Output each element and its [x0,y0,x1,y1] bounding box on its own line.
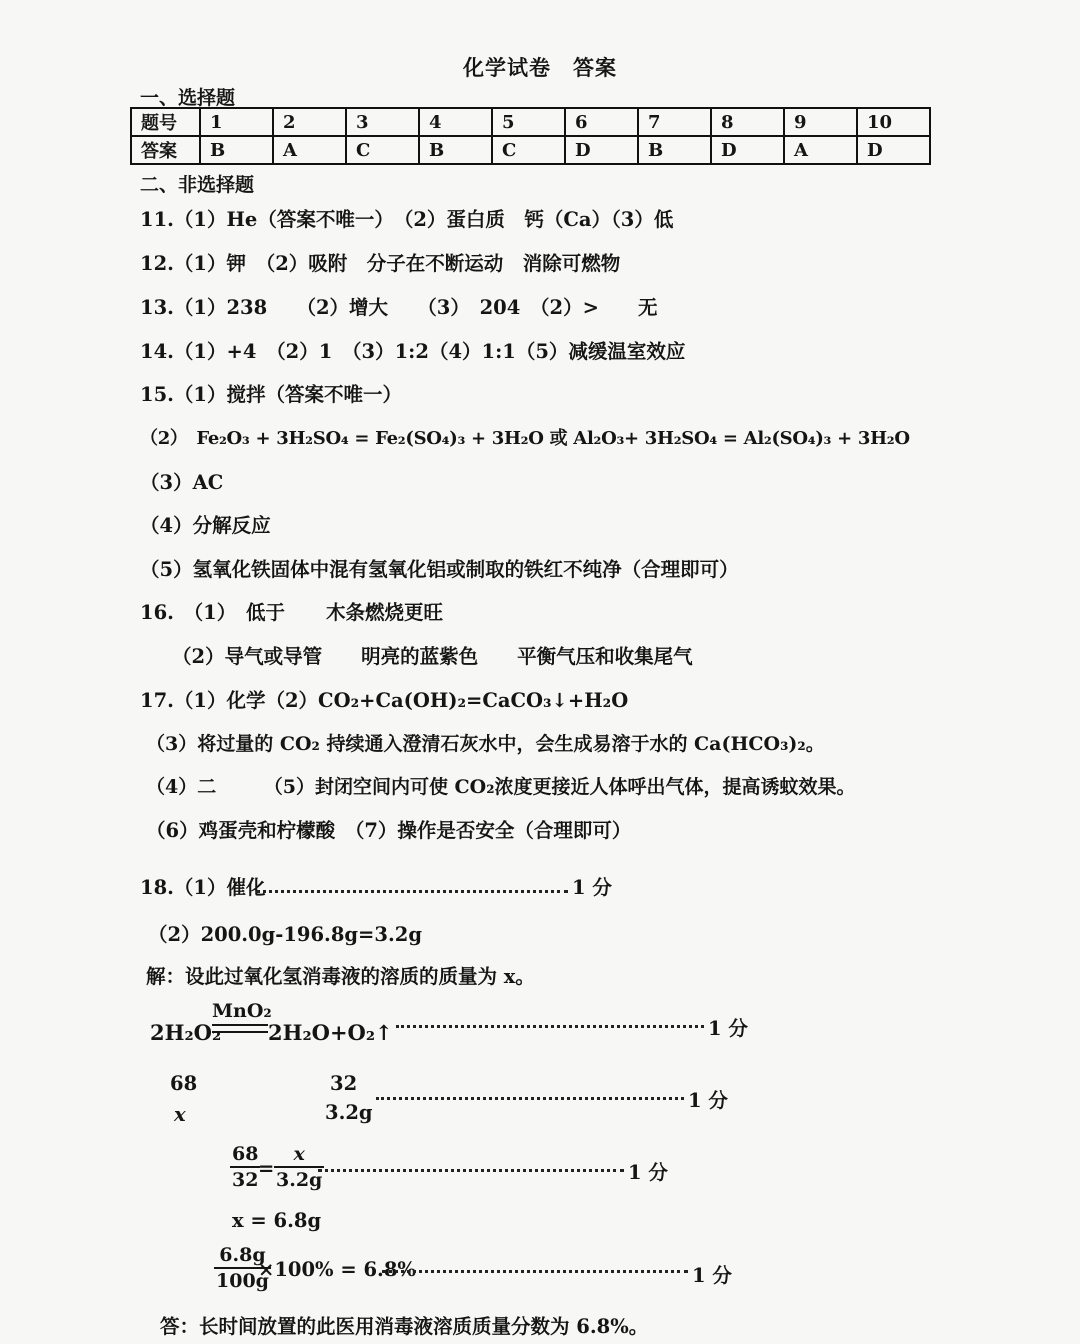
section-non-choice: 二、非选择题 [140,174,255,196]
question-number: 3 [346,108,419,136]
products: 2H₂O+O₂↑ [268,1020,393,1045]
unknown-x: x [174,1103,186,1126]
equals-sign [212,1024,268,1033]
numerator: 68 [232,1143,259,1165]
row-label-answer: 答案 [131,136,200,164]
answer-sheet: 化学试卷 答案 一、选择题 题号 1 2 3 4 5 6 7 8 9 10 答案 B A C B C D B D A D 二、非选择题 11.（1）He（答案不唯一） （2）蛋白质 钙（Ca）（3）低 12.（1）钾 （2）吸附 分子在不断运动 消除可燃物 13.（1）238 （2）增大 （3） 204 （2）> 无 14.（1）+4 （2）1 （3）1:2（4）1:1（5）减缓温室效应 15.（1）搅拌（答案不唯一） （2） Fe₂O₃ + 3H₂SO₄ = Fe₂(SO₄)₃ + 3H₂O 或 Al₂O₃+ 3H₂SO₄ = Al₂(SO₄)₃ + 3H₂O （3）AC （4）分解反应 （5）氢氧化铁固体中混有氢氧化铝或制取的铁红不纯净（合理即可） 16. （1） 低于 木条燃烧更旺 （2）导气或导管 明亮的蓝紫色 平衡气压和收集尾气 17.（1）化学（2）CO₂+Ca(OH)₂=CaCO₃↓+H₂O （3）将过量的 CO₂ 持续通入澄清石灰水中，会生成易溶于水的 Ca(HCO₃)₂。 （4）二 （5）封闭空间内可使 CO₂浓度更接近人体呼出气体，提高诱蚊效果。 （6）鸡蛋壳和柠檬酸 （7）操作是否安全（合理即可） 18.（1）催化 1 分 （2）200.0g-196.8g=3.2g 解：设此过氧化氢消毒液的溶质的质量为 x。 MnO₂ 2H₂O₂ 2H₂O+O₂↑ 1 分 68 32 x 3.2g 1 分 68 32 = x 3.2g 1 分 x = 6.8g 6.8g 100g ×100% = 6.8% 1 分 答：长时间放置的此医用消毒液溶质质量分数为 6.8%。 [0,0,1080,1344]
score-label: 1 分 [692,1264,732,1287]
answer-cell: A [273,136,346,164]
answer-table [130,107,931,165]
question-number: 5 [492,108,565,136]
catalyst-label: MnO₂ [212,1000,272,1022]
answer-q18-2: （2）200.0g-196.8g=3.2g [148,923,422,946]
question-number: 6 [565,108,638,136]
denominator: 100g [216,1270,269,1292]
question-number: 8 [711,108,784,136]
dot-leader [382,1263,688,1273]
answer-cell: C [492,136,565,164]
answer-q18-1: 18.（1）催化 [140,876,266,899]
answer-q15-5: （5）氢氧化铁固体中混有氢氧化铝或制取的铁红不纯净（合理即可） [140,558,739,581]
numerator: 6.8g [219,1244,266,1266]
fraction-x-3.2g [274,1143,324,1191]
oxygen-mass: 3.2g [325,1101,373,1124]
answer-cell: D [711,136,784,164]
answer-q15-1: 15.（1）搅拌（答案不唯一） [140,383,402,406]
score-label: 1 分 [572,876,612,899]
answer-q13: 13.（1）238 （2）增大 （3） 204 （2）> 无 [140,296,658,319]
question-number: 2 [273,108,346,136]
answer-q17-1: 17.（1）化学（2）CO₂+Ca(OH)₂=CaCO₃↓+H₂O [140,689,629,712]
final-answer: 答：长时间放置的此医用消毒液溶质质量分数为 6.8%。 [160,1315,649,1338]
answer-cell: C [346,136,419,164]
molar-mass-h2o2: 68 [170,1072,198,1095]
answer-cell: D [857,136,930,164]
dot-leader [376,1090,684,1100]
row-label-question: 题号 [131,108,200,136]
score-label: 1 分 [688,1089,728,1112]
section-multiple-choice: 一、选择题 [140,87,236,109]
answer-q17-6: （6）鸡蛋壳和柠檬酸 （7）操作是否安全（合理即可） [146,819,632,842]
page-title: 化学试卷 答案 [463,55,617,80]
answer-q16-2: （2）导气或导管 明亮的蓝紫色 平衡气压和收集尾气 [172,645,693,668]
answer-cell: B [638,136,711,164]
question-number: 1 [200,108,273,136]
answer-q12: 12.（1）钾 （2）吸附 分子在不断运动 消除可燃物 [140,252,621,275]
numerator: x [293,1143,305,1165]
answer-q15-2: （2） Fe₂O₃ + 3H₂SO₄ = Fe₂(SO₄)₃ + 3H₂O 或 Al₂O₃+ 3H₂SO₄ = Al₂(SO₄)₃ + 3H₂O [140,428,910,449]
score-label: 1 分 [628,1161,668,1184]
answer-row [131,136,930,164]
fraction-bar [230,1166,260,1168]
question-number: 7 [638,108,711,136]
score-label: 1 分 [708,1017,748,1040]
dot-leader [396,1018,704,1028]
answer-q16-1: 16. （1） 低于 [140,601,285,624]
denominator: 32 [232,1169,259,1191]
question-number-row [131,108,930,136]
question-number: 4 [419,108,492,136]
reactant: 2H₂O₂ [150,1020,222,1045]
answer-q16-1-b: 木条燃烧更旺 [326,601,444,624]
fraction-bar [274,1166,324,1168]
answer-q15-4: （4）分解反应 [140,514,271,537]
dot-leader [318,1162,624,1172]
answer-q15-3: （3）AC [140,471,224,494]
fraction-68-32 [230,1143,260,1191]
question-number: 9 [784,108,857,136]
answer-q11: 11.（1）He（答案不唯一） （2）蛋白质 钙（Ca）（3）低 [140,208,674,231]
answer-cell: B [419,136,492,164]
denominator: 3.2g [276,1169,323,1191]
percent-calc: ×100% = 6.8% [258,1258,416,1281]
answer-q17-3: （3）将过量的 CO₂ 持续通入澄清石灰水中，会生成易溶于水的 Ca(HCO₃)₂。 [146,733,825,755]
x-result: x = 6.8g [232,1209,322,1232]
answer-cell: A [784,136,857,164]
answer-cell: B [200,136,273,164]
answer-q17-4: （4）二 （5）封闭空间内可使 CO₂浓度更接近人体呼出气体，提高诱蚊效果。 [146,776,856,798]
dot-leader [256,870,568,893]
solution-intro: 解：设此过氧化氢消毒液的溶质的质量为 x。 [146,965,535,988]
question-number: 10 [857,108,930,136]
molar-mass-o2: 32 [330,1072,358,1095]
answer-cell: D [565,136,638,164]
answer-q14: 14.（1）+4 （2）1 （3）1:2（4）1:1（5）减缓温室效应 [140,340,686,363]
